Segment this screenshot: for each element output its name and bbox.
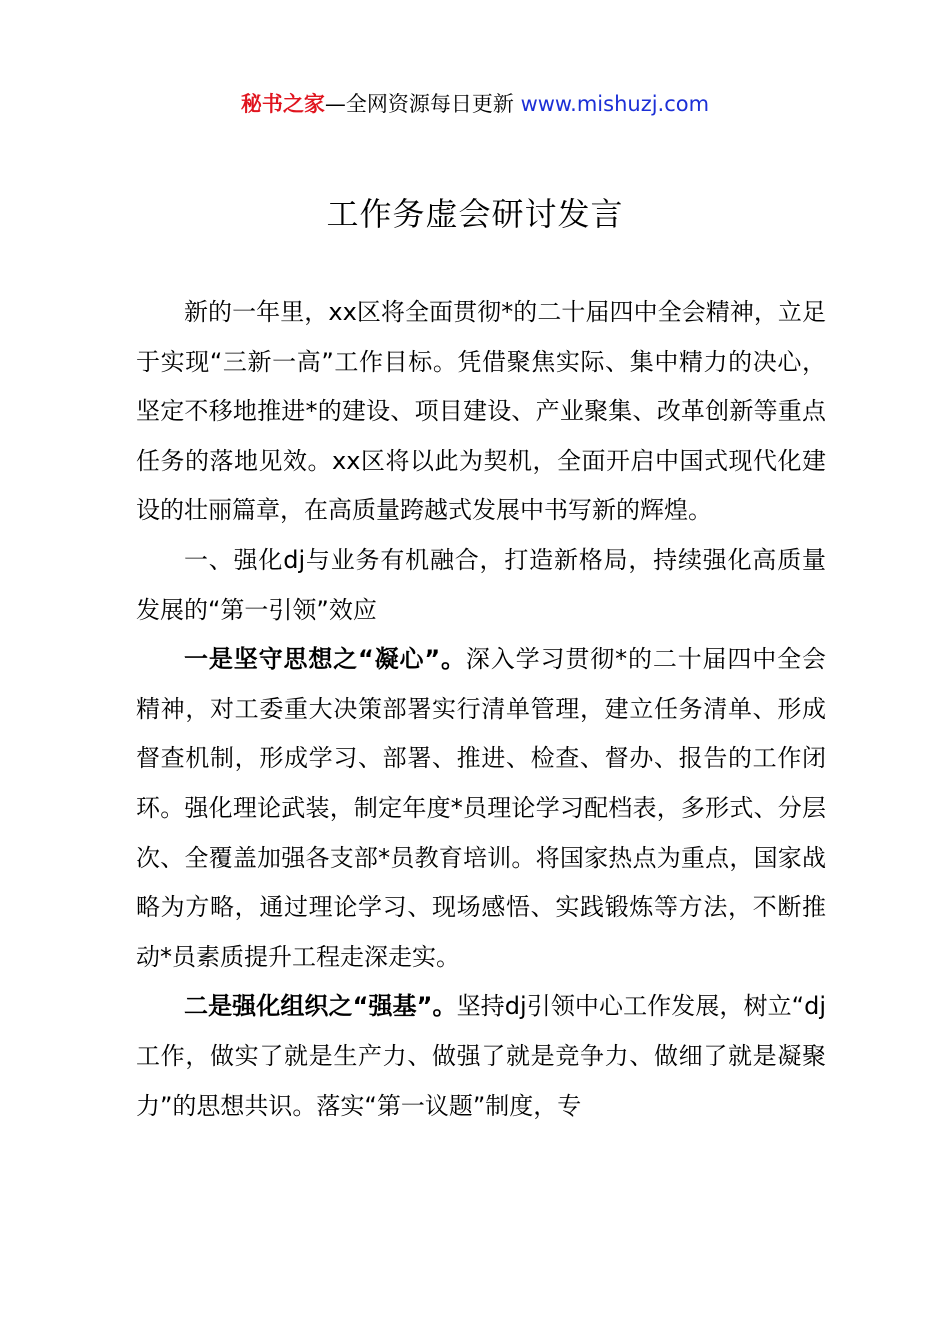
site-header: [0, 86, 950, 122]
point-paragraph: [136, 635, 826, 982]
paragraph-text: 坚持dj引领中心工作发展，树立“dj工作，做实了就是生产力、做强了就是竞争力、做细了就是凝聚力”的思想共识。落实“第一议题”制度，专: [136, 992, 827, 1120]
point-lead: 一是坚守思想之“凝心”。: [184, 645, 466, 674]
site-url-link[interactable]: www.mishuzj.com: [520, 92, 710, 116]
paragraph-text: 深入学习贯彻*的二十届四中全会精神，对工委重大决策部署实行清单管理，建立任务清单、形成督查机制，形成学习、部署、推进、检查、督办、报告的工作闭环。强化理论武装，制定年度*员理论学习配档表，多形式、分层次、全覆盖加强各支部*员教育培训。将国家热点为重点，国家战略为方略，通过理论学习、现场感悟、实践锻炼等方法，不断推动*员素质提升工程走深走实。: [136, 645, 827, 971]
point-paragraph: [136, 982, 826, 1131]
point-lead: 二是强化组织之“强基”。: [184, 992, 457, 1021]
site-tagline: —全网资源每日更新: [324, 92, 521, 116]
intro-paragraph: [136, 288, 826, 536]
document-body: [136, 288, 826, 1131]
document-title: 工作务虚会研讨发言: [326, 195, 624, 233]
paragraph-text: 新的一年里，xx区将全面贯彻*的二十届四中全会精神，立足于实现“三新一高”工作目标。凭借聚焦实际、集中精力的决心，坚定不移地推进*的建设、项目建设、产业聚集、改革创新等重点任务的落地见效。xx区将以此为契机，全面开启中国式现代化建设的壮丽篇章，在高质量跨越式发展中书写新的辉煌。: [136, 298, 826, 525]
section-heading-text: 一、强化dj与业务有机融合，打造新格局，持续强化高质量发展的“第一引领”效应: [136, 545, 826, 624]
section-heading: [136, 536, 826, 635]
site-brand: 秘书之家: [240, 92, 325, 116]
